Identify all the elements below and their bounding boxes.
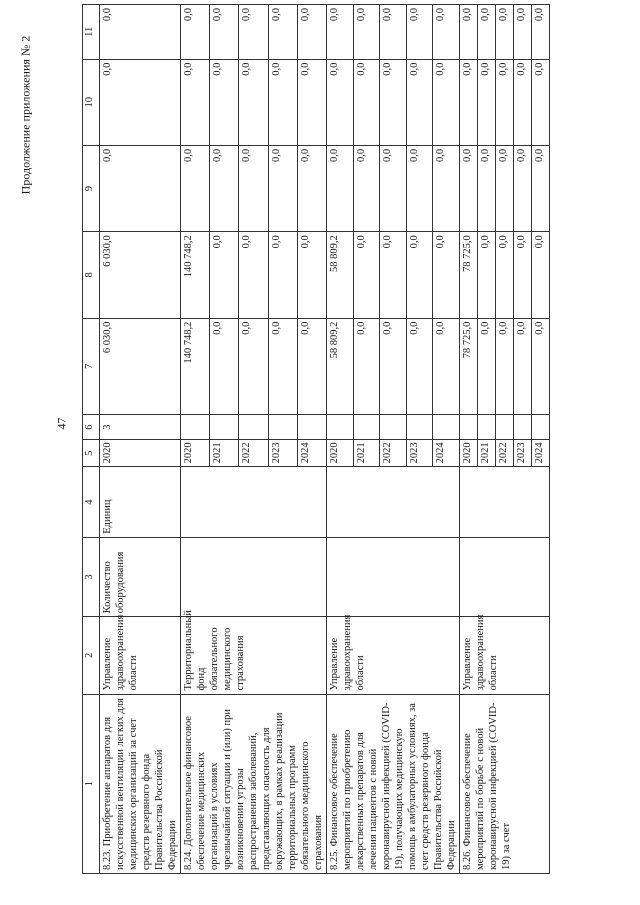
executor-cell: Территориальный фонд обязательного медицинского страхования — [181, 617, 327, 694]
executor-cell: Управление здравоохранения области — [100, 617, 181, 694]
total-cell: 0,0 — [239, 318, 268, 415]
total-cell: 6 030,0 — [100, 318, 181, 415]
budget-col11-cell: 0,0 — [514, 5, 532, 60]
budget-col11-cell: 0,0 — [460, 5, 478, 60]
indicator-value-cell — [268, 415, 297, 440]
total-cell: 0,0 — [478, 318, 496, 415]
column-header-8: 8 — [83, 232, 100, 318]
budget-col10-cell: 0,0 — [327, 59, 354, 145]
page-number — [52, 408, 72, 438]
indicator-value-cell — [478, 415, 496, 440]
budget-col10-cell: 0,0 — [532, 59, 550, 145]
total-cell: 0,0 — [433, 318, 460, 415]
indicator-cell — [181, 537, 327, 617]
budget-col11-cell: 0,0 — [327, 5, 354, 60]
total-cell: 140 748,2 — [181, 318, 210, 415]
appendix-caption — [14, 0, 38, 905]
budget-col11-cell: 0,0 — [100, 5, 181, 60]
table-row — [327, 5, 354, 874]
indicator-value-cell — [380, 415, 407, 440]
budget-col8-cell: 0,0 — [433, 232, 460, 318]
column-header-7: 7 — [83, 318, 100, 415]
budget-col10-cell: 0,0 — [210, 59, 239, 145]
indicator-value-cell — [210, 415, 239, 440]
budget-col8-cell: 0,0 — [478, 232, 496, 318]
budget-col11-cell: 0,0 — [496, 5, 514, 60]
year-cell: 2023 — [268, 440, 297, 467]
budget-col8-cell: 0,0 — [380, 232, 407, 318]
year-cell: 2021 — [353, 440, 380, 467]
budget-col9-cell: 0,0 — [297, 145, 326, 231]
year-cell: 2024 — [297, 440, 326, 467]
budget-col10-cell: 0,0 — [460, 59, 478, 145]
budget-col10-cell: 0,0 — [297, 59, 326, 145]
year-cell: 2020 — [460, 440, 478, 467]
table-row — [181, 5, 210, 874]
year-cell: 2020 — [181, 440, 210, 467]
unit-cell — [181, 467, 327, 537]
budget-col8-cell: 0,0 — [297, 232, 326, 318]
budget-col9-cell: 0,0 — [460, 145, 478, 231]
budget-col9-cell: 0,0 — [181, 145, 210, 231]
budget-col9-cell: 0,0 — [327, 145, 354, 231]
budget-col9-cell: 0,0 — [239, 145, 268, 231]
budget-col9-cell: 0,0 — [406, 145, 433, 231]
budget-col10-cell: 0,0 — [353, 59, 380, 145]
budget-col11-cell: 0,0 — [532, 5, 550, 60]
total-cell: 0,0 — [406, 318, 433, 415]
total-cell: 0,0 — [532, 318, 550, 415]
header-row — [83, 5, 100, 874]
budget-col8-cell: 6 030,0 — [100, 232, 181, 318]
indicator-value-cell — [514, 415, 532, 440]
budget-col11-cell: 0,0 — [210, 5, 239, 60]
total-cell: 0,0 — [514, 318, 532, 415]
year-cell: 2021 — [478, 440, 496, 467]
year-cell: 2021 — [210, 440, 239, 467]
budget-col10-cell: 0,0 — [496, 59, 514, 145]
budget-col11-cell: 0,0 — [478, 5, 496, 60]
budget-col9-cell: 0,0 — [478, 145, 496, 231]
budget-col8-cell: 140 748,2 — [181, 232, 210, 318]
year-cell: 2023 — [514, 440, 532, 467]
indicator-cell — [327, 537, 460, 617]
budget-col8-cell: 0,0 — [496, 232, 514, 318]
executor-cell: Управление здравоохранения области — [327, 617, 460, 694]
budget-col9-cell: 0,0 — [514, 145, 532, 231]
budget-col10-cell: 0,0 — [433, 59, 460, 145]
budget-col10-cell: 0,0 — [181, 59, 210, 145]
unit-cell — [460, 467, 550, 537]
year-cell: 2022 — [380, 440, 407, 467]
budget-col10-cell: 0,0 — [514, 59, 532, 145]
measure-name-cell: 8.25. Финансовое обеспечение мероприятий по приобретению лекарственных препаратов для лечения пациентов с новой коронавирусной инфекцией (COVID-19), получающих медицинскую помощь в амбулаторных условиях, за счет средств резервного фонда Правительства Российской Федерации — [327, 694, 460, 873]
budget-col11-cell: 0,0 — [268, 5, 297, 60]
total-cell: 0,0 — [268, 318, 297, 415]
appendix-caption-text: Продолжение приложения № 2 — [18, 35, 33, 195]
column-header-5: 5 — [83, 440, 100, 467]
year-cell: 2024 — [433, 440, 460, 467]
budget-col8-cell: 0,0 — [210, 232, 239, 318]
budget-col10-cell: 0,0 — [380, 59, 407, 145]
budget-col8-cell: 78 725,0 — [460, 232, 478, 318]
total-cell: 0,0 — [353, 318, 380, 415]
budget-col10-cell: 0,0 — [268, 59, 297, 145]
column-header-11: 11 — [83, 5, 100, 60]
table-body — [100, 5, 550, 874]
program-table — [82, 4, 550, 874]
budget-col9-cell: 0,0 — [496, 145, 514, 231]
indicator-value-cell — [460, 415, 478, 440]
page-number-text: 47 — [54, 417, 69, 429]
budget-col9-cell: 0,0 — [433, 145, 460, 231]
budget-col8-cell: 0,0 — [532, 232, 550, 318]
unit-cell — [327, 467, 460, 537]
rotated-page — [82, 4, 610, 874]
total-cell: 0,0 — [496, 318, 514, 415]
budget-col8-cell: 0,0 — [268, 232, 297, 318]
indicator-cell: Количество оборудования — [100, 537, 181, 617]
year-cell: 2023 — [406, 440, 433, 467]
budget-col11-cell: 0,0 — [297, 5, 326, 60]
column-header-2: 2 — [83, 617, 100, 694]
indicator-value-cell — [532, 415, 550, 440]
table-row — [460, 5, 478, 874]
column-header-1: 1 — [83, 694, 100, 873]
indicator-value-cell — [353, 415, 380, 440]
budget-col9-cell: 0,0 — [532, 145, 550, 231]
budget-col8-cell: 0,0 — [353, 232, 380, 318]
executor-cell: Управление здравоохранения области — [460, 617, 550, 694]
measure-name-cell: 8.24. Дополнительное финансовое обеспечение медицинских организаций в условиях чрезвычайной ситуации и (или) при возникновении угрозы распространения заболеваний, представляющих опасность для окружающих, в рамках реализации территориальных программ обязательного медицинского страхования — [181, 694, 327, 873]
column-header-6: 6 — [83, 415, 100, 440]
budget-col8-cell: 0,0 — [514, 232, 532, 318]
budget-col11-cell: 0,0 — [380, 5, 407, 60]
column-header-4: 4 — [83, 467, 100, 537]
column-header-3: 3 — [83, 537, 100, 617]
budget-col10-cell: 0,0 — [239, 59, 268, 145]
budget-col9-cell: 0,0 — [268, 145, 297, 231]
budget-col9-cell: 0,0 — [210, 145, 239, 231]
year-cell: 2022 — [239, 440, 268, 467]
indicator-value-cell — [327, 415, 354, 440]
budget-col11-cell: 0,0 — [239, 5, 268, 60]
budget-col8-cell: 58 809,2 — [327, 232, 354, 318]
total-cell: 78 725,0 — [460, 318, 478, 415]
unit-cell: Единиц — [100, 467, 181, 537]
total-cell: 0,0 — [210, 318, 239, 415]
total-cell: 0,0 — [297, 318, 326, 415]
budget-col11-cell: 0,0 — [181, 5, 210, 60]
budget-col9-cell: 0,0 — [353, 145, 380, 231]
budget-col8-cell: 0,0 — [239, 232, 268, 318]
total-cell: 58 809,2 — [327, 318, 354, 415]
indicator-value-cell — [181, 415, 210, 440]
measure-name-cell: 8.26. Финансовое обеспечение мероприятий по борьбе с новой коронавирусной инфекцией (COVID-19) за счет — [460, 694, 550, 873]
column-header-10: 10 — [83, 59, 100, 145]
indicator-value-cell — [239, 415, 268, 440]
indicator-value-cell — [297, 415, 326, 440]
budget-col8-cell: 0,0 — [406, 232, 433, 318]
table-row — [100, 5, 181, 874]
budget-col9-cell: 0,0 — [380, 145, 407, 231]
year-cell: 2022 — [496, 440, 514, 467]
budget-col11-cell: 0,0 — [353, 5, 380, 60]
indicator-value-cell — [406, 415, 433, 440]
measure-name-cell: 8.23. Приобретение аппаратов для искусственной вентиляции легких для медицинских организаций за счет средств резервного фонда Правительства Российской Федерации — [100, 694, 181, 873]
year-cell: 2024 — [532, 440, 550, 467]
budget-col9-cell: 0,0 — [100, 145, 181, 231]
total-cell: 0,0 — [380, 318, 407, 415]
budget-col10-cell: 0,0 — [406, 59, 433, 145]
indicator-value-cell — [496, 415, 514, 440]
year-cell: 2020 — [100, 440, 181, 467]
column-header-9: 9 — [83, 145, 100, 231]
budget-col11-cell: 0,0 — [433, 5, 460, 60]
year-cell: 2020 — [327, 440, 354, 467]
indicator-value-cell: 3 — [100, 415, 181, 440]
indicator-value-cell — [433, 415, 460, 440]
budget-col10-cell: 0,0 — [100, 59, 181, 145]
budget-col10-cell: 0,0 — [478, 59, 496, 145]
budget-col11-cell: 0,0 — [406, 5, 433, 60]
indicator-cell — [460, 537, 550, 617]
